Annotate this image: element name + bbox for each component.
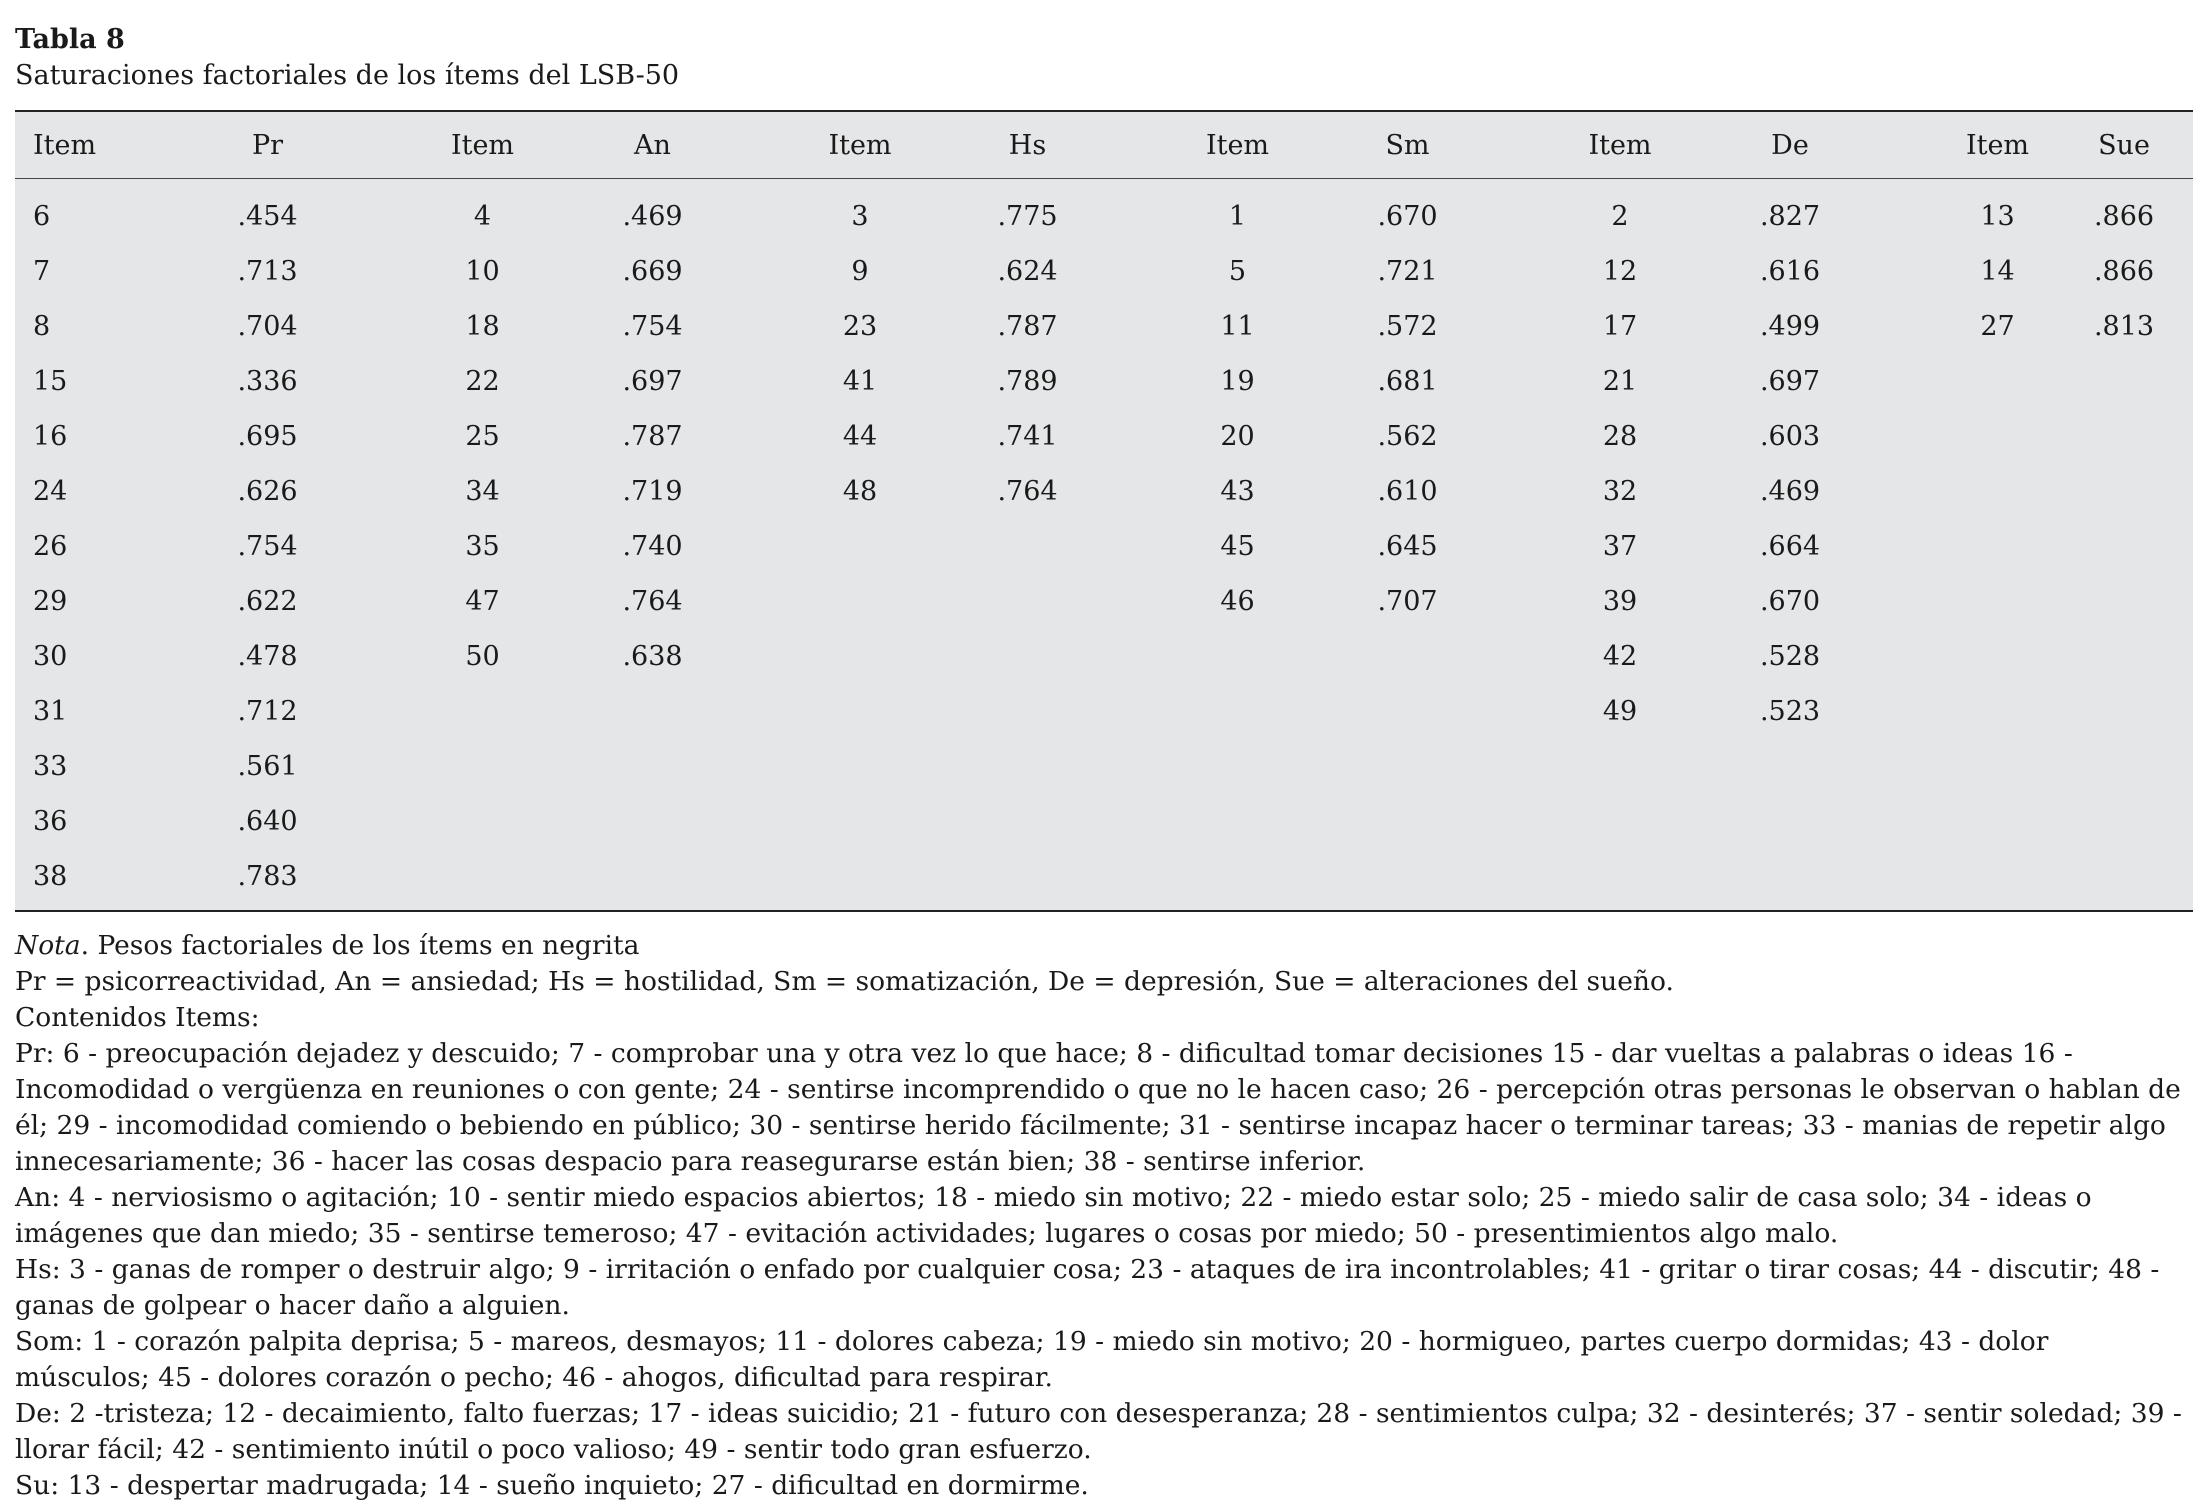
column-header: Pr [251, 129, 284, 161]
contents-heading: Contenidos Items: [15, 1002, 260, 1033]
loading-cell: .622 [237, 586, 298, 617]
item-cell: 36 [33, 806, 68, 837]
abbreviations-line: Pr = psicorreactividad, An = ansiedad; Hs = hostilidad, Sm = somatización, De = depresión, Sue = alteraciones del sueño. [15, 966, 1674, 997]
item-cell: 6 [33, 201, 51, 232]
loading-cell: .719 [622, 476, 683, 507]
loading-cell: .336 [237, 366, 298, 397]
item-cell: 33 [33, 751, 68, 782]
item-cell: 20 [1220, 421, 1255, 452]
item-cell: 46 [1220, 586, 1255, 617]
table-row [15, 629, 2193, 684]
contents-pr: Pr: 6 - preocupación dejadez y descuido; 7 - comprobar una y otra vez lo que hace; 8 - dificultad tomar decisiones 15 - dar vueltas a palabras o ideas 16 - Incomodidad o vergüenza en reuniones o con gente; 24 - sentirse incomprendido o que no le hacen caso; 26 - percepción otras personas le observan o hablan de él; 29 - incomodidad comiendo o bebiendo en público; 30 - sentirse herido fácilmente; 31 - sentirse incapaz hacer o terminar tareas; 33 - manias de repetir algo innecesariamente; 36 - hacer las cosas despacio para reasegurarse están bien; 38 - sentirse inferior. [15, 1038, 2181, 1177]
item-cell: 24 [33, 476, 68, 507]
table-body [15, 179, 2193, 910]
item-cell: 16 [33, 421, 68, 452]
item-cell: 44 [842, 421, 878, 452]
column-header: Item [33, 129, 97, 161]
loading-cell: .478 [237, 641, 298, 672]
item-cell: 21 [1602, 366, 1638, 397]
column-header: Sm [1385, 129, 1430, 161]
loading-cell: .528 [1759, 641, 1821, 672]
item-cell: 27 [1980, 311, 2015, 342]
loading-cell: .866 [2093, 256, 2155, 287]
item-cell: 28 [1602, 421, 1638, 452]
item-cell: 29 [33, 586, 68, 617]
item-cell: 1 [1228, 201, 1247, 232]
loading-cell: .562 [1377, 421, 1438, 452]
contents-su: Su: 13 - despertar madrugada; 14 - sueño inquieto; 27 - dificultad en dormirme. [15, 1470, 1089, 1501]
column-header: Item [450, 129, 515, 161]
table-notes [15, 928, 2190, 1504]
loading-cell: .697 [1759, 366, 1821, 397]
loading-cell: .669 [622, 256, 683, 287]
loading-cell: .783 [237, 861, 298, 892]
loading-cell: .645 [1377, 531, 1438, 562]
table-header-row [15, 112, 2193, 179]
column-header: Item [1965, 129, 2030, 161]
column-header: De [1771, 129, 1809, 161]
table-row [15, 409, 2193, 464]
item-cell: 2 [1611, 201, 1629, 232]
table-row [15, 739, 2193, 794]
loading-cell: .670 [1377, 201, 1438, 232]
item-cell: 3 [851, 201, 869, 232]
item-cell: 11 [1220, 311, 1255, 342]
table-row [15, 464, 2193, 519]
loading-cell: .866 [2093, 201, 2155, 232]
note-line [15, 928, 2190, 964]
loading-cell: .741 [997, 421, 1058, 452]
item-cell: 18 [465, 311, 500, 342]
item-cell: 23 [842, 311, 878, 342]
item-cell: 39 [1602, 586, 1638, 617]
loading-cell: .789 [997, 366, 1058, 397]
item-cell: 32 [1602, 476, 1638, 507]
loading-cell: .712 [237, 696, 298, 727]
item-cell: 30 [33, 641, 68, 672]
contents-de: De: 2 -tristeza; 12 - decaimiento, falto fuerzas; 17 - ideas suicidio; 21 - futuro con desesperanza; 28 - sentimientos culpa; 32 - desinterés; 37 - sentir soledad; 39 - llorar fácil; 42 - sentimiento inútil o poco valioso; 49 - sentir todo gran esfuerzo. [15, 1398, 2182, 1465]
item-cell: 4 [473, 201, 492, 232]
loading-cell: .638 [622, 641, 683, 672]
table-row [15, 849, 2193, 904]
item-cell: 7 [33, 256, 51, 287]
item-cell: 9 [851, 256, 869, 287]
column-header: Item [1588, 129, 1652, 161]
item-cell: 13 [1980, 201, 2015, 232]
item-cell: 17 [1602, 311, 1638, 342]
item-cell: 19 [1220, 366, 1255, 397]
loading-cell: .469 [622, 201, 683, 232]
loading-cell: .695 [237, 421, 298, 452]
loading-cell: .572 [1377, 311, 1438, 342]
item-cell: 41 [842, 366, 878, 397]
table-subtitle: Saturaciones factoriales de los ítems del LSB-50 [15, 60, 680, 91]
table-row [15, 684, 2193, 739]
loading-cell: .523 [1759, 696, 1821, 727]
loading-cell: .713 [237, 256, 298, 287]
loading-cell: .670 [1759, 586, 1821, 617]
table-row [15, 794, 2193, 849]
column-header: An [634, 129, 671, 161]
loading-cell: .624 [997, 256, 1058, 287]
column-header: Sue [2098, 129, 2150, 161]
item-cell: 31 [33, 696, 68, 727]
loading-cell: .469 [1759, 476, 1821, 507]
table-row [15, 354, 2193, 409]
item-cell: 49 [1602, 696, 1638, 727]
loading-cell: .603 [1759, 421, 1821, 452]
loading-cell: .775 [997, 201, 1058, 232]
loading-cell: .697 [622, 366, 683, 397]
item-cell: 38 [33, 861, 68, 892]
table-container [15, 22, 2193, 1504]
factor-loadings-table [15, 110, 2193, 912]
table-row [15, 574, 2193, 629]
loading-cell: .561 [237, 751, 298, 782]
loading-cell: .827 [1759, 201, 1821, 232]
item-cell: 22 [465, 366, 500, 397]
item-cell: 10 [465, 256, 500, 287]
loading-cell: .610 [1377, 476, 1438, 507]
loading-cell: .764 [997, 476, 1058, 507]
loading-cell: .640 [237, 806, 298, 837]
item-cell: 12 [1602, 256, 1638, 287]
item-cell: 15 [33, 366, 68, 397]
item-cell: 14 [1980, 256, 2015, 287]
column-header: Hs [1008, 129, 1047, 161]
loading-cell: .813 [2093, 311, 2155, 342]
loading-cell: .754 [622, 311, 683, 342]
loading-cell: .616 [1759, 256, 1821, 287]
item-cell: 47 [465, 586, 500, 617]
item-cell: 26 [33, 531, 68, 562]
column-header: Item [1205, 129, 1270, 161]
item-cell: 5 [1228, 256, 1247, 287]
note-text: . Pesos factoriales de los ítems en negrita [80, 930, 640, 961]
loading-cell: .754 [237, 531, 298, 562]
loading-cell: .704 [237, 311, 298, 342]
loading-cell: .764 [622, 586, 683, 617]
item-cell: 48 [842, 476, 878, 507]
loading-cell: .664 [1759, 531, 1821, 562]
contents-som: Som: 1 - corazón palpita deprisa; 5 - mareos, desmayos; 11 - dolores cabeza; 19 - miedo sin motivo; 20 - hormigueo, partes cuerpo dormidas; 43 - dolor músculos; 45 - dolores corazón o pecho; 46 - ahogos, dificultad para respirar. [15, 1326, 2049, 1393]
table-row [15, 244, 2193, 299]
note-label: Nota [15, 930, 81, 961]
loading-cell: .787 [622, 421, 683, 452]
item-cell: 43 [1220, 476, 1255, 507]
contents-an: An: 4 - nerviosismo o agitación; 10 - sentir miedo espacios abiertos; 18 - miedo sin motivo; 22 - miedo estar solo; 25 - miedo salir de casa solo; 34 - ideas o imágenes que dan miedo; 35 - sentirse temeroso; 47 - evitación actividades; lugares o cosas por miedo; 50 - presentimientos algo malo. [15, 1182, 2092, 1249]
loading-cell: .681 [1377, 366, 1438, 397]
table-row [15, 299, 2193, 354]
item-cell: 37 [1602, 531, 1638, 562]
table-title: Tabla 8 [15, 24, 125, 55]
loading-cell: .454 [237, 201, 298, 232]
column-header: Item [828, 129, 892, 161]
item-cell: 8 [33, 311, 51, 342]
item-cell: 35 [465, 531, 500, 562]
item-cell: 34 [465, 476, 500, 507]
item-cell: 42 [1602, 641, 1638, 672]
loading-cell: .721 [1377, 256, 1438, 287]
loading-cell: .787 [997, 311, 1058, 342]
item-cell: 50 [465, 641, 500, 672]
item-cell: 45 [1220, 531, 1255, 562]
loading-cell: .626 [237, 476, 298, 507]
table-row [15, 519, 2193, 574]
loading-cell: .499 [1759, 311, 1821, 342]
table-row [15, 189, 2193, 244]
loading-cell: .740 [622, 531, 683, 562]
contents-hs: Hs: 3 - ganas de romper o destruir algo; 9 - irritación o enfado por cualquier cosa; 23 - ataques de ira incontrolables; 41 - gritar o tirar cosas; 44 - discutir; 48 - ganas de golpear o hacer daño a alguien. [15, 1254, 2160, 1321]
item-cell: 25 [465, 421, 500, 452]
loading-cell: .707 [1377, 586, 1438, 617]
